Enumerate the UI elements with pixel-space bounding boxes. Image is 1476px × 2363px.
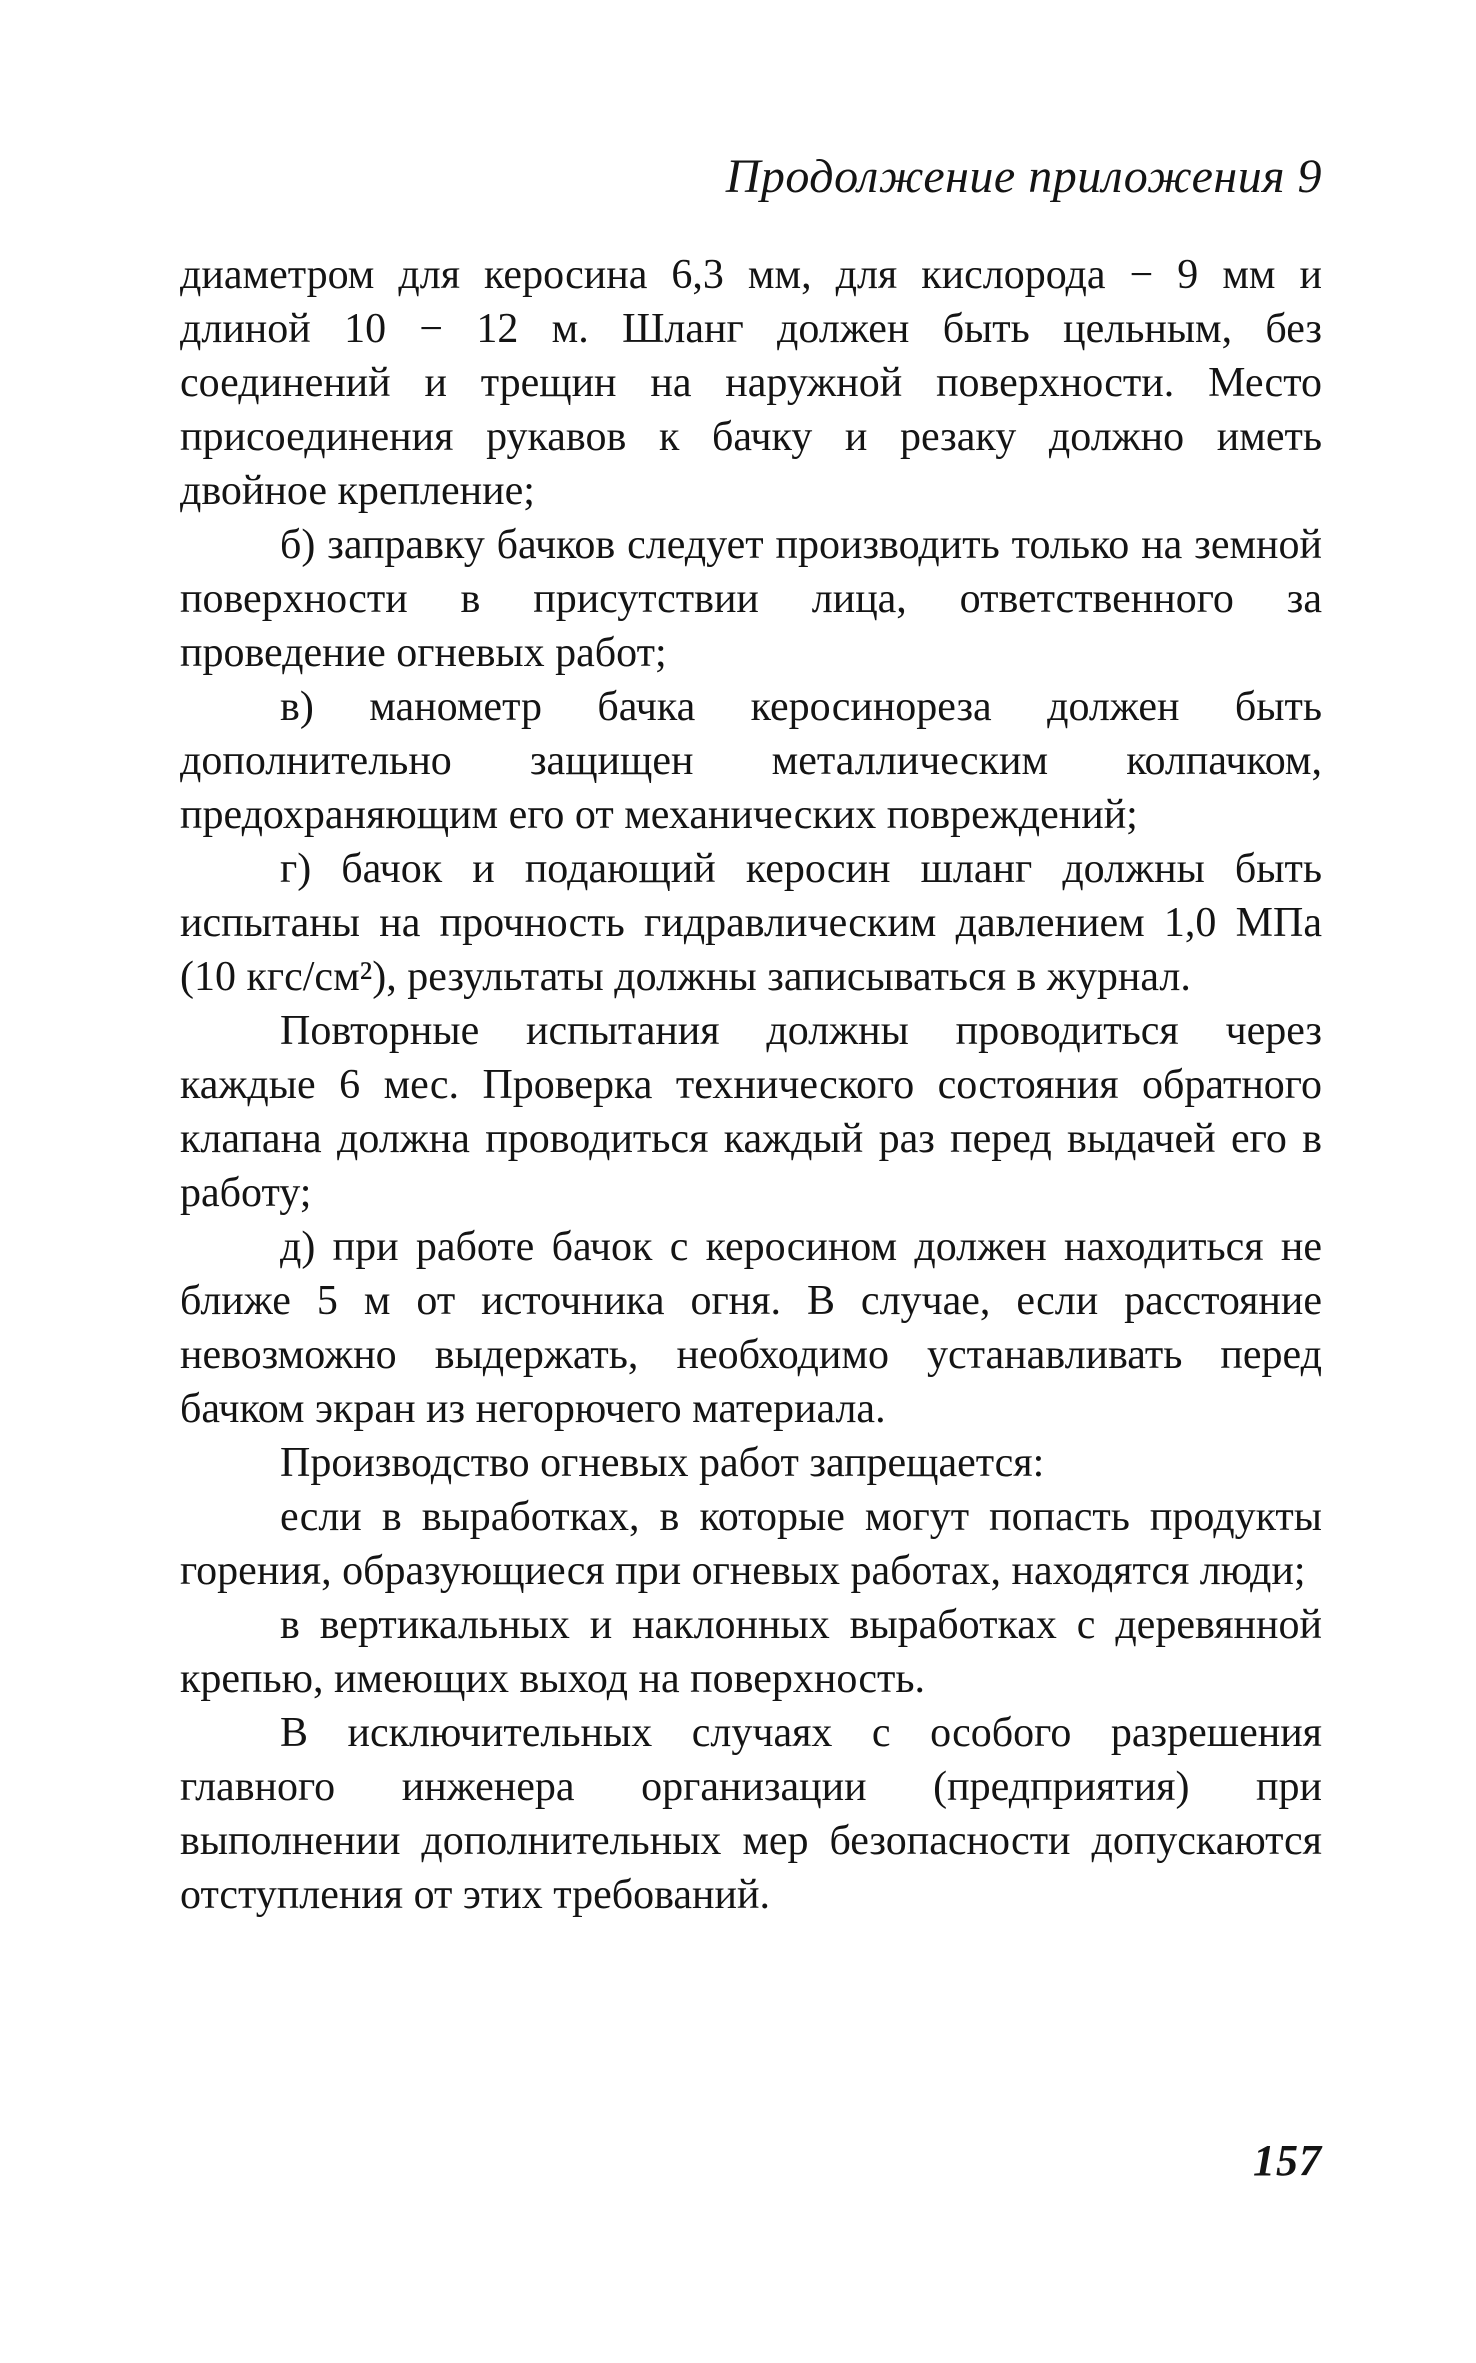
paragraph-8: если в выработках, в которые могут попасть продукты горения, образующиеся при огневых работах, находятся люди;	[180, 1494, 1322, 1594]
paragraph-10: В исключительных случаях с особого разрешения главного инженера организации (предприятия) при выполнении дополнительных мер безопасности допускаются отступления от этих требований.	[180, 1710, 1322, 1918]
paragraph-7: Производство огневых работ запрещается:	[280, 1440, 1045, 1486]
paragraph-3: в) манометр бачка керосинореза должен быть дополнительно защищен металлическим колпачком, предохраняющим его от механических повреждений;	[180, 684, 1322, 838]
paragraph-2: б) заправку бачков следует производить только на земной поверхности в присутствии лица, ответственного за проведение огневых работ;	[180, 522, 1322, 676]
page-number: 157	[1253, 2136, 1322, 2185]
body-text	[180, 248, 1322, 1922]
paragraph-1: диаметром для керосина 6,3 мм, для кислорода − 9 мм и длиной 10 − 12 м. Шланг должен быть цельным, без соединений и трещин на наружной поверхности. Место присоединения рукавов к бачку и резаку должно иметь двойное крепление;	[180, 252, 1322, 514]
paragraph-5: Повторные испытания должны проводиться через каждые 6 мес. Проверка технического состояния обратного клапана должна проводиться каждый раз перед выдачей его в работу;	[180, 1008, 1322, 1216]
paragraph-6: д) при работе бачок с керосином должен находиться не ближе 5 м от источника огня. В случае, если расстояние невозможно выдержать, необходимо устанавливать перед бачком экран из негорючего материала.	[180, 1224, 1322, 1432]
running-head: Продолжение приложения 9	[725, 150, 1322, 203]
paragraph-9: в вертикальных и наклонных выработках с деревянной крепью, имеющих выход на поверхность.	[180, 1602, 1322, 1702]
book-page	[180, 150, 1322, 2185]
paragraph-4: г) бачок и подающий керосин шланг должны быть испытаны на прочность гидравлическим давлением 1,0 МПа (10 кгс/см²), результаты должны записываться в журнал.	[180, 846, 1322, 1000]
